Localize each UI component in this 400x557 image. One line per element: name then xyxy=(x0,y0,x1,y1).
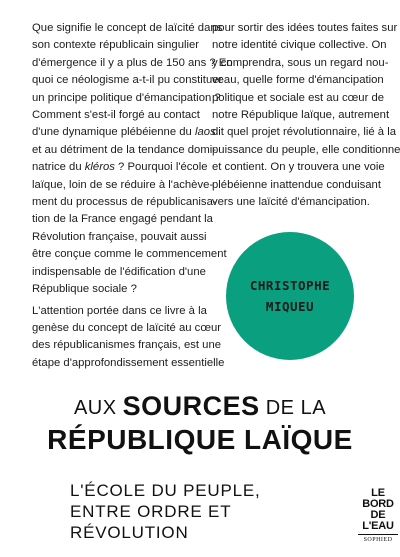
text-line: laïque, loin de se réduire à l'achève- xyxy=(32,178,214,191)
text-line: et au détriment de la tendance domi- xyxy=(32,143,216,156)
publisher-divider xyxy=(358,534,398,535)
title-word-sources: SOURCES xyxy=(122,391,260,421)
text-line: Que signifie le concept de laïcité dans xyxy=(32,22,223,34)
paragraph-1 xyxy=(32,20,233,299)
text-line: puissance du peuple, elle conditionne xyxy=(212,143,400,156)
text-line: et contient. On y trouvera une voie xyxy=(212,161,385,174)
text-line: d'émergence il y a plus de 150 ans ? En xyxy=(32,56,233,69)
title-word-de-la: DE LA xyxy=(265,397,327,419)
author-circle xyxy=(226,232,354,360)
publisher-wordmark xyxy=(356,488,400,532)
text-line: étape d'approfondissement essentielle xyxy=(32,356,225,369)
text-line: politique et sociale est au cœur de xyxy=(212,91,385,104)
text-line xyxy=(32,159,208,176)
text-line: un principe politique d'émancipation ? xyxy=(32,91,221,104)
text-line: notre République laïque, autrement xyxy=(212,109,390,122)
book-subtitle xyxy=(70,480,330,543)
text-line: ment du processus de républicanisa- xyxy=(32,196,217,209)
text-line: Comment s'est-il forgé au contact xyxy=(32,109,200,122)
text-segment: natrice du xyxy=(32,161,85,174)
text-line: notre identité civique collective. On xyxy=(212,39,387,52)
publisher-logo xyxy=(356,488,400,543)
text-line: veau, quelle forme d'émancipation xyxy=(212,74,384,87)
book-title xyxy=(0,393,400,457)
text-line: Révolution française, pouvait aussi xyxy=(32,230,207,243)
text-line: indispensable de l'édification d'une xyxy=(32,265,206,278)
text-segment: d'une dynamique plébéienne du xyxy=(32,126,195,139)
paragraph-2 xyxy=(32,303,225,373)
author-first-name: CHRISTOPHE xyxy=(249,278,331,293)
paragraph-3 xyxy=(212,20,400,211)
text-segment: ? Pourquoi l'école xyxy=(114,161,208,174)
back-cover-text-right xyxy=(212,20,400,211)
text-line: République sociale ? xyxy=(32,283,137,296)
text-line: vers une laïcité d'émancipation. xyxy=(212,196,370,209)
text-line: tion de la France engagé pendant la xyxy=(32,213,213,226)
text-line: genèse du concept de laïcité au cœur xyxy=(32,321,222,334)
text-line: son contexte républicain singulier xyxy=(32,39,200,52)
title-word-aux: AUX xyxy=(73,397,117,419)
italic-word-kleros: kléros xyxy=(84,161,115,174)
author-last-name: MIQUEU xyxy=(265,299,315,314)
text-line: quoi ce néologisme a-t-il pu constituer xyxy=(32,74,223,87)
publisher-line-2: DE L'EAU xyxy=(362,509,394,532)
title-line-1 xyxy=(0,393,400,421)
back-cover-text-left xyxy=(32,20,233,372)
text-line: y comprendra, sous un regard nou- xyxy=(212,56,389,69)
publisher-imprint: SOPHIED xyxy=(363,537,393,543)
text-line: L'attention portée dans ce livre à la xyxy=(32,304,207,317)
text-line: des républicanismes français, est une xyxy=(32,339,222,352)
italic-word-laos: laos xyxy=(194,126,216,139)
text-line xyxy=(32,124,216,141)
text-line: dit quel projet révolutionnaire, lié à la xyxy=(212,126,396,139)
subtitle-line-1: L'ÉCOLE DU PEUPLE, xyxy=(70,481,261,500)
subtitle-line-2: ENTRE ORDRE ET RÉVOLUTION xyxy=(70,502,232,542)
text-line: pour sortir des idées toutes faites sur xyxy=(212,22,398,34)
text-line: plébéienne inattendue conduisant xyxy=(212,178,381,191)
publisher-line-1: LE BORD xyxy=(362,487,394,510)
text-line: être conçue comme le commencement xyxy=(32,248,227,261)
title-line-2: RÉPUBLIQUE LAÏQUE xyxy=(47,424,353,455)
